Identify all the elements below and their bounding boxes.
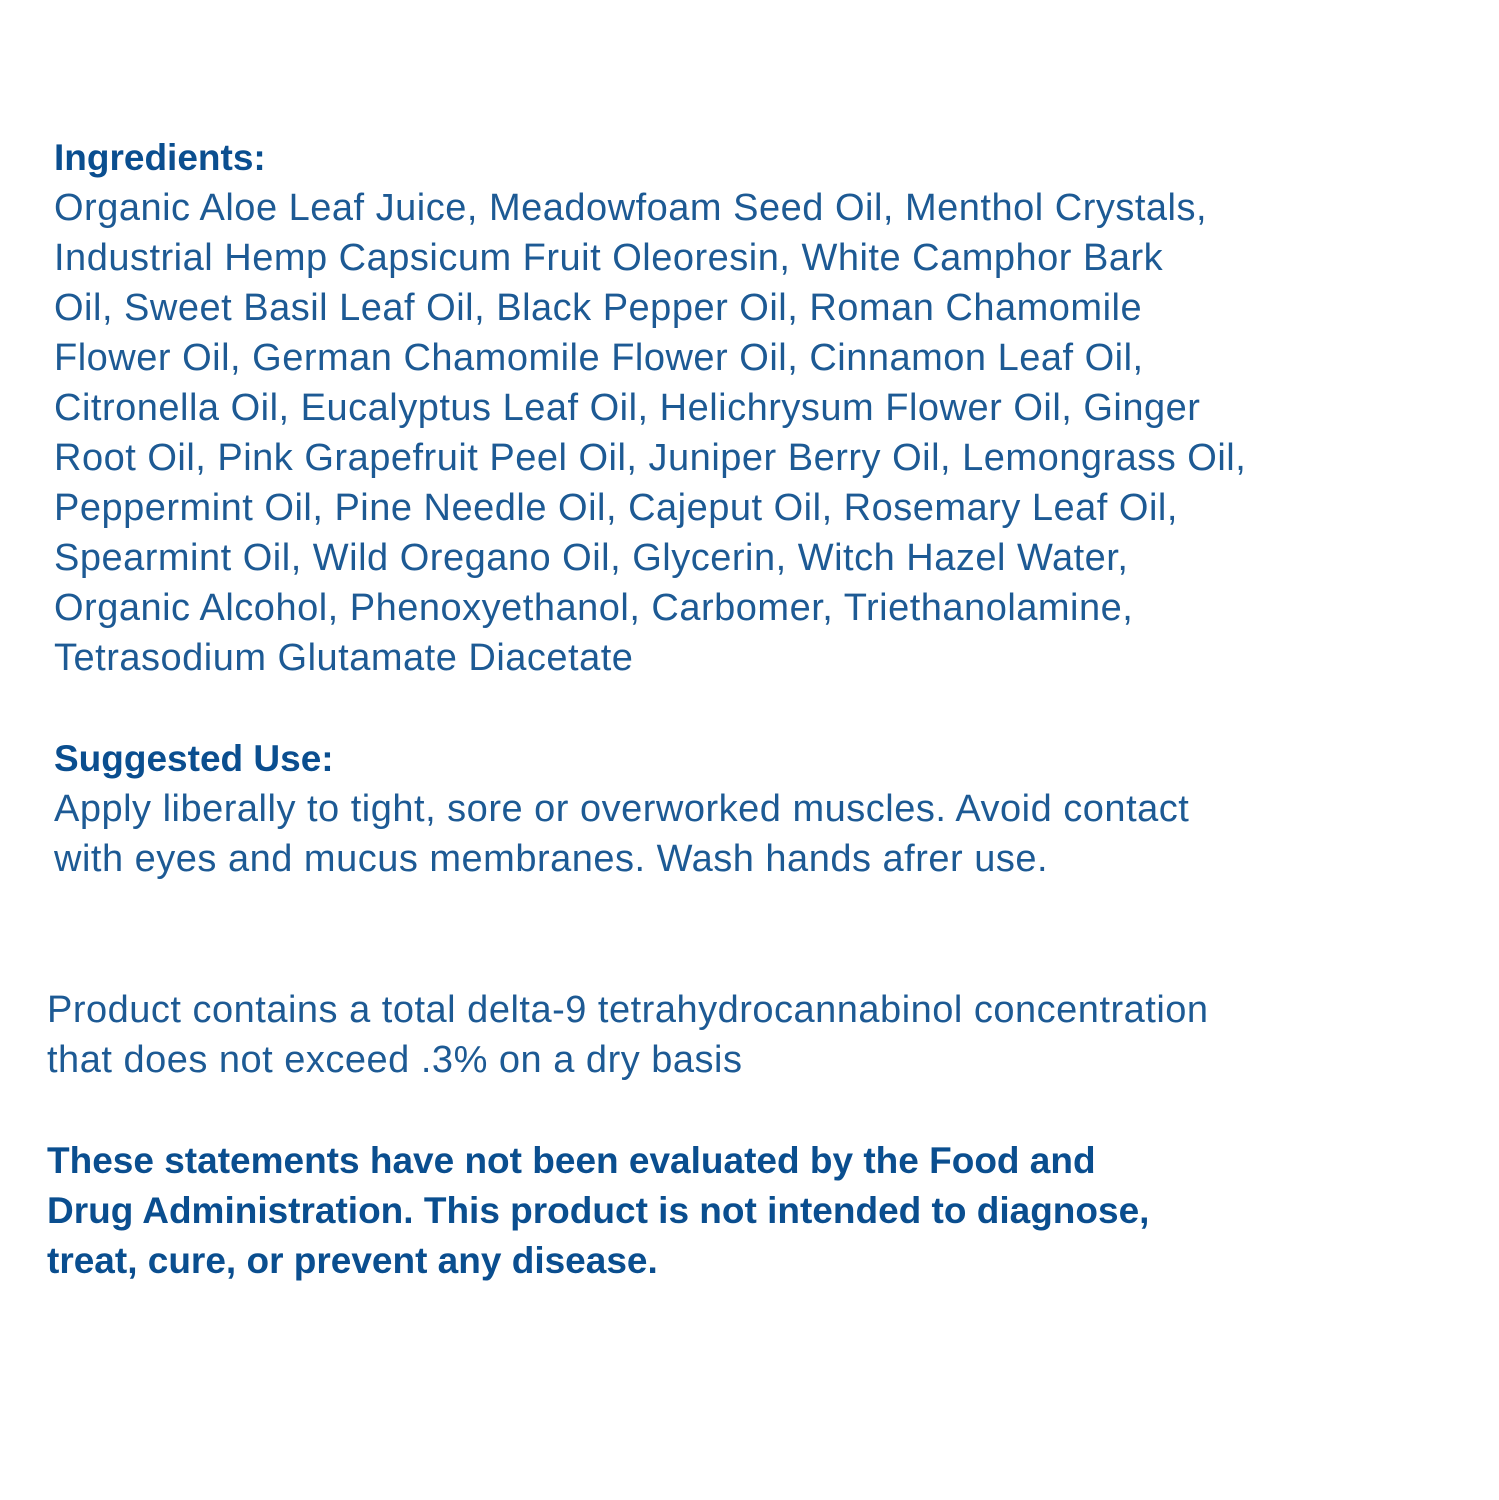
disclaimer-line: These statements have not been evaluated by the Food and bbox=[47, 1140, 1096, 1181]
ingredients-list bbox=[54, 183, 1246, 683]
ingredients-line: Spearmint Oil, Wild Oregano Oil, Glycerin, Witch Hazel Water, bbox=[54, 537, 1129, 579]
suggested-use-text bbox=[54, 784, 1189, 884]
suggested-use-heading: Suggested Use: bbox=[54, 738, 334, 779]
fda-disclaimer bbox=[47, 1136, 1149, 1286]
disclaimer-line: Drug Administration. This product is not intended to diagnose, bbox=[47, 1190, 1150, 1231]
disclaimer-line: treat, cure, or prevent any disease. bbox=[47, 1240, 658, 1281]
thc-statement-line: Product contains a total delta-9 tetrahydrocannabinol concentration bbox=[47, 989, 1209, 1031]
ingredients-line: Root Oil, Pink Grapefruit Peel Oil, Juniper Berry Oil, Lemongrass Oil, bbox=[54, 437, 1247, 479]
ingredients-line: Industrial Hemp Capsicum Fruit Oleoresin, White Camphor Bark bbox=[54, 237, 1164, 279]
ingredients-line: Organic Alcohol, Phenoxyethanol, Carbomer, Triethanolamine, bbox=[54, 587, 1134, 629]
thc-statement-line: that does not exceed .3% on a dry basis bbox=[47, 1039, 743, 1081]
ingredients-line: Flower Oil, German Chamomile Flower Oil, Cinnamon Leaf Oil, bbox=[54, 337, 1144, 379]
ingredients-line: Citronella Oil, Eucalyptus Leaf Oil, Helichrysum Flower Oil, Ginger bbox=[54, 387, 1201, 429]
ingredients-line: Peppermint Oil, Pine Needle Oil, Cajeput Oil, Rosemary Leaf Oil, bbox=[54, 487, 1178, 529]
thc-statement bbox=[47, 985, 1209, 1085]
ingredients-line: Oil, Sweet Basil Leaf Oil, Black Pepper Oil, Roman Chamomile bbox=[54, 287, 1143, 329]
ingredients-heading: Ingredients: bbox=[54, 137, 266, 178]
ingredients-line: Organic Aloe Leaf Juice, Meadowfoam Seed Oil, Menthol Crystals, bbox=[54, 187, 1208, 229]
suggested-use-line: with eyes and mucus membranes. Wash hands afrer use. bbox=[54, 838, 1049, 880]
suggested-use-line: Apply liberally to tight, sore or overworked muscles. Avoid contact bbox=[54, 788, 1190, 830]
ingredients-line: Tetrasodium Glutamate Diacetate bbox=[54, 637, 634, 679]
